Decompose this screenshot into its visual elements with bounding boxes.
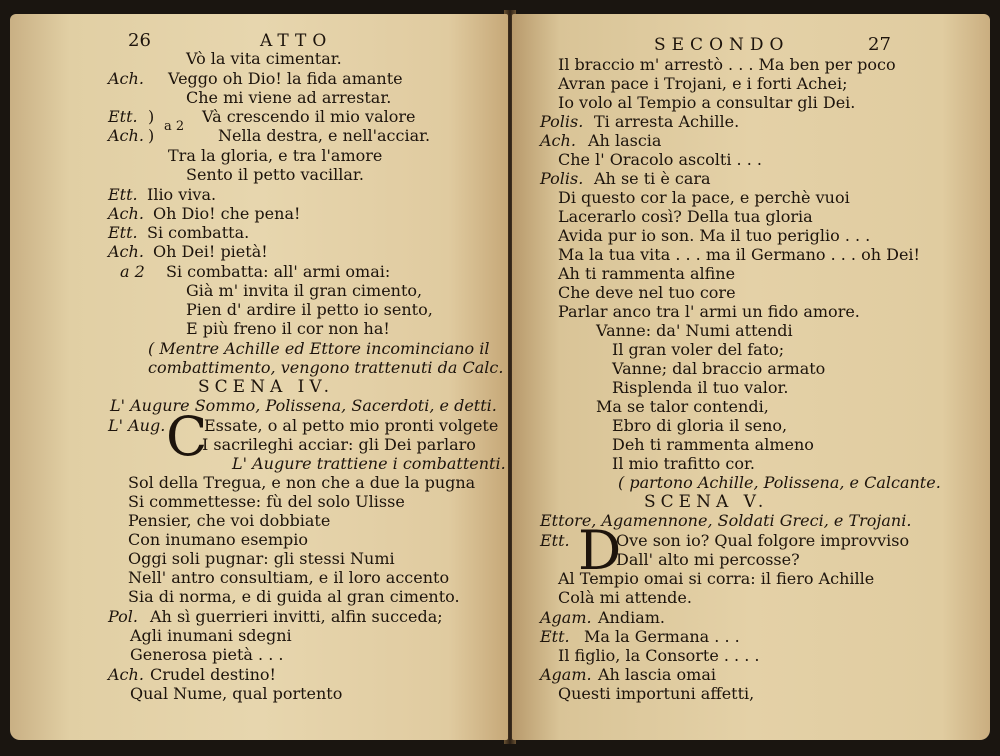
- scene-heading: SCENA V.: [644, 492, 769, 512]
- verse-line: Vò la vita cimentar.: [186, 49, 342, 68]
- verse-line: Al Tempio omai si corra: il fiero Achille: [558, 569, 875, 588]
- verse-line: Il figlio, la Consorte . . . .: [558, 646, 760, 665]
- verse-line: Generosa pietà . . .: [130, 645, 284, 664]
- speaker-label: Ett.: [108, 223, 138, 242]
- verse-line: Lacerarlo così? Della tua gloria: [558, 207, 813, 226]
- verse-line: E più freno il cor non ha!: [186, 319, 390, 338]
- verse-line: Si commettesse: fù del solo Ulisse: [128, 492, 405, 511]
- speaker-label: Ett.: [540, 627, 570, 646]
- verse-line: Ah sì guerrieri invitti, alfin succeda;: [150, 607, 443, 626]
- right-page: [512, 14, 990, 740]
- verse-line: Ah se ti è cara: [594, 169, 711, 188]
- speaker-label: Ach.: [108, 242, 144, 261]
- brace-mark: ): [148, 126, 155, 145]
- verse-line: Agli inumani sdegni: [130, 626, 292, 645]
- verse-line: Tra la gloria, e tra l'amore: [168, 146, 383, 165]
- running-head: SECONDO: [654, 35, 790, 55]
- running-head: ATTO: [260, 31, 333, 51]
- verse-line: Risplenda il tuo valor.: [612, 378, 789, 397]
- verse-line: Avran pace i Trojani, e i forti Achei;: [558, 74, 848, 93]
- verse-line: Andiam.: [598, 608, 666, 627]
- stage-direction: combattimento, vengono trattenuti da Calc.: [148, 358, 504, 377]
- speaker-label: Pol.: [108, 607, 138, 626]
- speaker-label: a 2: [120, 262, 145, 281]
- verse-line: Il gran voler del fato;: [612, 340, 785, 359]
- verse-line: Ilio viva.: [147, 185, 217, 204]
- speaker-label: Ett.: [540, 531, 570, 550]
- character-list: L' Augure Sommo, Polissena, Sacerdoti, e detti.: [110, 396, 497, 415]
- verse-line: Sia di norma, e di guida al gran cimento.: [128, 587, 460, 606]
- verse-line: Con inumano esempio: [128, 530, 309, 549]
- verse-line: Ove son io? Qual folgore improvviso: [616, 531, 910, 550]
- stage-direction: ( Mentre Achille ed Ettore incominciano il: [148, 339, 490, 358]
- speaker-label: Ett.: [108, 185, 138, 204]
- verse-line: Si combatta: all' armi omai:: [166, 262, 391, 281]
- speaker-label: Polis.: [540, 112, 584, 131]
- verse-line: Essate, o al petto mio pronti volgete: [204, 416, 499, 435]
- verse-line: Che mi viene ad arrestar.: [186, 88, 392, 107]
- speaker-label: Ach.: [108, 204, 144, 223]
- verse-line: Oggi soli pugnar: gli stessi Numi: [128, 549, 395, 568]
- page-number: 27: [868, 34, 891, 55]
- verse-line: Oh Dei! pietà!: [153, 242, 268, 261]
- verse-line: Avida pur io son. Ma il tuo periglio . . .: [558, 226, 871, 245]
- verse-line: Ah ti rammenta alfine: [558, 264, 736, 283]
- verse-line: Qual Nume, qual portento: [130, 684, 343, 703]
- verse-line: Pensier, che voi dobbiate: [128, 511, 331, 530]
- speaker-label: Ach.: [540, 131, 576, 150]
- speaker-label: Ach.: [108, 126, 144, 145]
- drop-cap: D: [578, 519, 622, 582]
- verse-line: Veggo oh Dio! la fida amante: [168, 69, 403, 88]
- verse-line: Nella destra, e nell'acciar.: [218, 126, 431, 145]
- speaker-label: Polis.: [540, 169, 584, 188]
- verse-line: Che l' Oracolo ascolti . . .: [558, 150, 762, 169]
- verse-line: Ma la tua vita . . . ma il Germano . . . oh Dei!: [558, 245, 920, 264]
- verse-line: Ah lascia: [588, 131, 662, 150]
- verse-line: Sol della Tregua, e non che a due la pugna: [128, 473, 476, 492]
- verse-line: Già m' invita il gran cimento,: [186, 281, 423, 300]
- verse-line: Ti arresta Achille.: [594, 112, 740, 131]
- verse-line: Sento il petto vacillar.: [186, 165, 364, 184]
- verse-line: Parlar anco tra l' armi un fido amore.: [558, 302, 860, 321]
- verse-line: Che deve nel tuo core: [558, 283, 736, 302]
- drop-cap: C: [166, 405, 208, 468]
- verse-line: Vanne: da' Numi attendi: [596, 321, 793, 340]
- verse-line: Pien d' ardire il petto io sento,: [186, 300, 433, 319]
- speaker-label: Ach.: [108, 69, 144, 88]
- verse-line: Và crescendo il mio valore: [202, 107, 416, 126]
- left-page: [10, 14, 508, 740]
- verse-line: Di questo cor la pace, e perchè vuoi: [558, 188, 850, 207]
- a2-marker: a 2: [164, 119, 185, 134]
- verse-line: Ebro di gloria il seno,: [612, 416, 788, 435]
- verse-line: Nell' antro consultiam, e il loro accento: [128, 568, 450, 587]
- verse-line: Il braccio m' arrestò . . . Ma ben per poco: [558, 55, 896, 74]
- verse-line: Vanne; dal braccio armato: [612, 359, 826, 378]
- verse-line: Ah lascia omai: [598, 665, 716, 684]
- speaker-label: Agam.: [540, 608, 592, 627]
- verse-line: Dall' alto mi percosse?: [616, 550, 800, 569]
- verse-line: Ma la Germana . . .: [584, 627, 740, 646]
- verse-line: Questi importuni affetti,: [558, 684, 755, 703]
- verse-line: Deh ti rammenta almeno: [612, 435, 814, 454]
- verse-line: Oh Dio! che pena!: [153, 204, 301, 223]
- stage-direction: ( partono Achille, Polissena, e Calcante.: [618, 473, 941, 492]
- speaker-label: Ach.: [108, 665, 144, 684]
- speaker-label: L' Aug.: [108, 416, 166, 435]
- verse-line: Ma se talor contendi,: [596, 397, 769, 416]
- verse-line: Colà mi attende.: [558, 588, 692, 607]
- page-number: 26: [128, 30, 151, 51]
- speaker-label: Ett.: [108, 107, 138, 126]
- verse-line: I sacrileghi acciar: gli Dei parlaro: [202, 435, 476, 454]
- speaker-label: Agam.: [540, 665, 592, 684]
- character-list: Ettore, Agamennone, Soldati Greci, e Trojani.: [540, 511, 912, 530]
- verse-line: Io volo al Tempio a consultar gli Dei.: [558, 93, 856, 112]
- verse-line: Crudel destino!: [150, 665, 276, 684]
- verse-line: Il mio trafitto cor.: [612, 454, 755, 473]
- stage-direction: L' Augure trattiene i combattenti.: [232, 454, 506, 473]
- scene-heading: SCENA IV.: [198, 377, 335, 397]
- brace-mark: ): [148, 107, 155, 126]
- verse-line: Si combatta.: [147, 223, 250, 242]
